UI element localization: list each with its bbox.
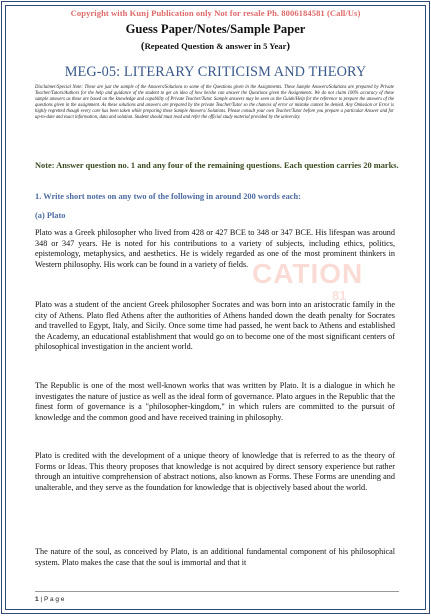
subtitle-open-paren: ( [140, 40, 145, 52]
copyright-notice: Copyright with Kunj Publication only Not for resale Ph. 8006184581 (Call/Us) [70, 8, 361, 18]
answer-paragraph: The Republic is one of the most well-known works that was written by Plato. It is a dialogue in which he investigates the nature of justice as well as the ideal form of governance. Plato argues in the Republic that the finest form of governance is a "philosopher-kingdom," in which rulers are committed to the pursuit of knowledge and the common good and have received training in philosophy. [35, 381, 395, 422]
sub-question-heading: (a) Plato [35, 211, 66, 220]
watermark-number: 81 [332, 288, 347, 303]
answer-paragraph: Plato is credited with the development of a unique theory of knowledge that is referred to as the theory of Forms or Ideas. This theory proposes that knowledge is not acquired by direct sensory experience but rather through an intuitive comprehension of abstract notions, also known as Forms. These Forms are unending and unalterable, and they serve as the foundation for knowledge that is objectively based about the world. [35, 451, 395, 492]
page-label: P a g e [43, 596, 65, 603]
page-number: 1 [35, 596, 39, 603]
document-page [1, 1, 430, 614]
question-heading: 1. Write short notes on any two of the following in around 200 words each: [35, 192, 301, 201]
footer-separator: | [38, 596, 44, 603]
disclaimer-text: Disclaimer/Special Note: These are just the sample of the Answers/Solutions to some of the Questions given in the Assignments. These Sample Answers/Solutions are prepared by Private Teacher/Tutors/Authors for the help and guidance of the student to get an idea of how he/she can answer the Questions given the Assignments. We do not claim 100% accuracy of these sample answers as these are based on the knowledge and capability of Private Teacher/Tutor. Sample answers may be seen as the Guide/Help for the reference to prepare the answers of the questions given in the assignment. As these solutions and answers are prepared by the private Teacher/Tutor so the chances of error or mistake cannot be denied. Any Omission or Error is highly regretted though every care has been taken while preparing these Sample Answers/ Solutions. Please consult your own Teacher/Tutor before you prepare a particular Answer and for up-to-date and exact information, data and solution. Student should must read and refer the official study material provided by the university. [35, 85, 394, 120]
document-subtitle [2, 40, 429, 52]
page-footer [35, 596, 64, 603]
subtitle-text: Repeated Question & answer in 5 Year [144, 41, 287, 51]
document-title: Guess Paper/Notes/Sample Paper [125, 22, 306, 36]
footer-divider [35, 591, 399, 592]
course-title: MEG-05: LITERARY CRITICISM AND THEORY [64, 64, 367, 80]
publisher-watermark: CATION [252, 258, 364, 289]
answer-paragraph: Plato was a Greek philosopher who lived from 428 or 427 BCE to 348 or 347 BCE. His lifespan was around 348 or 347 years. He is noted for his contributions to a variety of subjects, including ethics, politics, epistemology, metaphysics, and aesthetics. He is widely regarded as one of the most prominent thinkers in Western philosophy. His work can be found in a variety of fields. [35, 228, 395, 269]
subtitle-close-paren: ) [286, 40, 291, 52]
answer-paragraph: Plato was a student of the ancient Greek philosopher Socrates and was born into an aristocratic family in the city of Athens. Plato fled Athens after the authorities of Athens handed down the death penalty for Socrates and travelled to Egypt, Italy, and Sicily. Once some time had passed, he went back to Athens and established the Academy, an educational establishment that would go on to become one of the most significant centers of philosophical investigation in the ancient world. [35, 300, 395, 352]
answer-paragraph: The nature of the soul, as conceived by Plato, is an additional fundamental component of his philosophical system. Plato makes the case that the soul is immortal and that it [35, 547, 395, 567]
exam-note: Note: Answer question no. 1 and any four of the remaining questions. Each question carries 20 marks. [35, 161, 399, 170]
